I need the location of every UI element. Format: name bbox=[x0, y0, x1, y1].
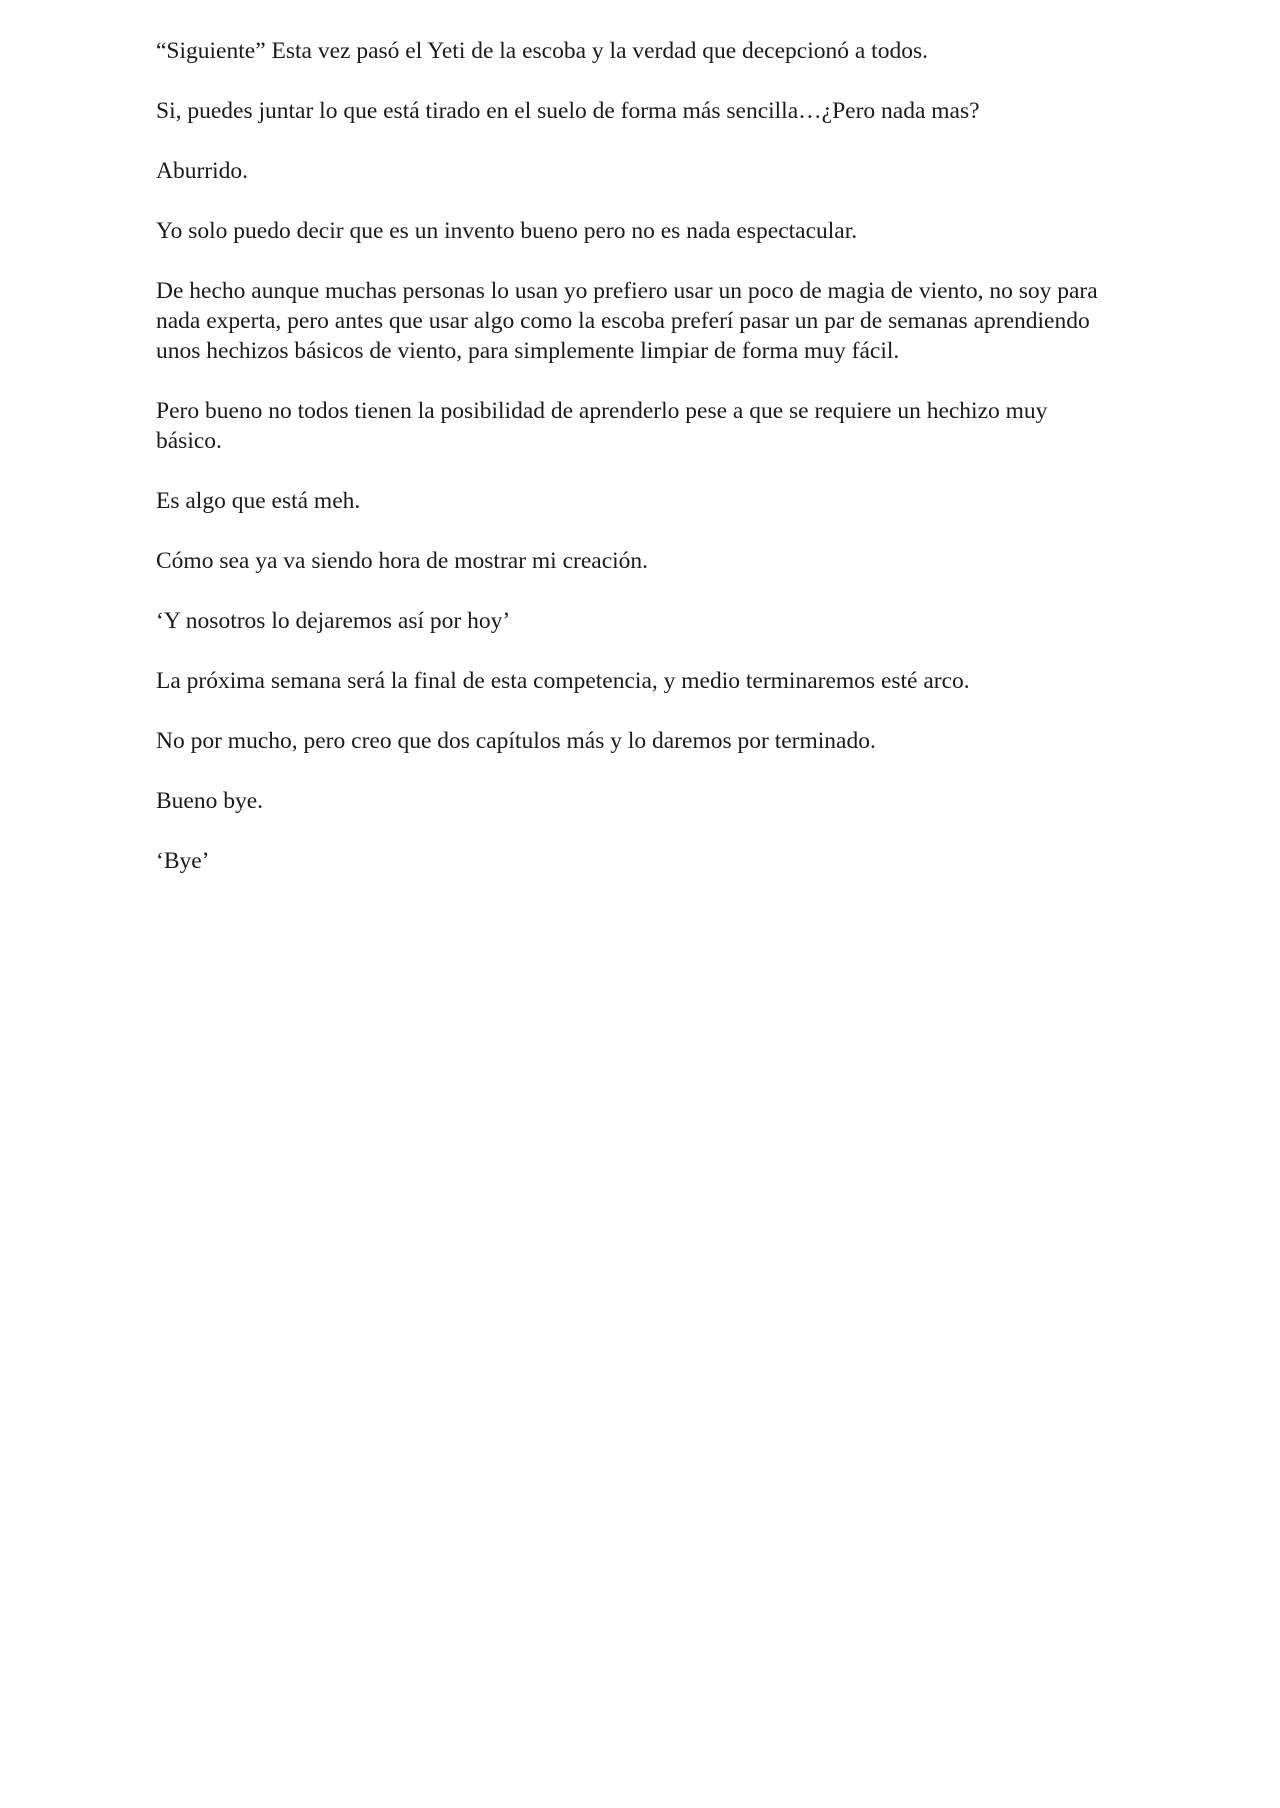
paragraph: Yo solo puedo decir que es un invento bueno pero no es nada espectacular. bbox=[156, 218, 858, 244]
paragraph: Es algo que está meh. bbox=[156, 488, 361, 514]
paragraph: Pero bueno no todos tienen la posibilidad de aprenderlo pese a que se requiere un hechizo muy básico. bbox=[156, 398, 1048, 454]
paragraph: De hecho aunque muchas personas lo usan yo prefiero usar un poco de magia de viento, no soy para nada experta, pero antes que usar algo como la escoba preferí pasar un par de semanas aprendiendo unos hechizos básicos de viento, para simplemente limpiar de forma muy fácil. bbox=[156, 278, 1098, 364]
paragraph: ‘Bye’ bbox=[156, 848, 210, 874]
paragraph: Cómo sea ya va siendo hora de mostrar mi creación. bbox=[156, 548, 649, 574]
paragraph: No por mucho, pero creo que dos capítulos más y lo daremos por terminado. bbox=[156, 728, 876, 754]
document-body bbox=[156, 36, 1106, 906]
paragraph: Aburrido. bbox=[156, 158, 249, 184]
paragraph: La próxima semana será la final de esta competencia, y medio terminaremos esté arco. bbox=[156, 668, 970, 694]
paragraph: “Siguiente” Esta vez pasó el Yeti de la escoba y la verdad que decepcionó a todos. bbox=[156, 38, 928, 64]
paragraph: Bueno bye. bbox=[156, 788, 264, 814]
paragraph: Si, puedes juntar lo que está tirado en el suelo de forma más sencilla…¿Pero nada mas? bbox=[156, 98, 980, 124]
paragraph: ‘Y nosotros lo dejaremos así por hoy’ bbox=[156, 608, 511, 634]
